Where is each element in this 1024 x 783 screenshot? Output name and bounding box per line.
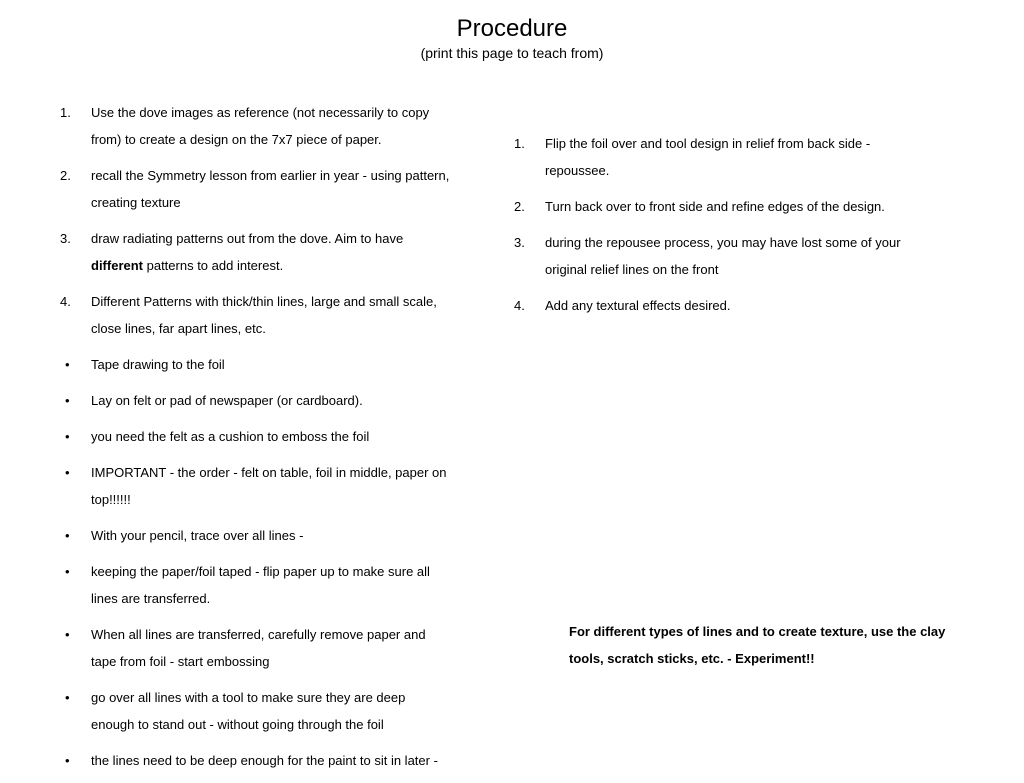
item-text: Turn back over to front side and refine edges of the design. — [545, 199, 885, 214]
left-bullet-item-7 — [60, 621, 450, 675]
bullet-icon: • — [65, 393, 70, 408]
left-column — [60, 99, 450, 783]
left-bullet-item-4 — [60, 459, 450, 513]
left-bullet-item-3 — [60, 423, 450, 450]
left-bullet-item-1 — [60, 351, 450, 378]
left-numbered-item-1 — [60, 99, 450, 153]
left-bullet-item-9 — [60, 747, 450, 774]
bullet-icon: • — [65, 753, 70, 768]
item-text: Tape drawing to the foil — [91, 357, 225, 372]
page-title: Procedure — [456, 15, 568, 42]
item-text: With your pencil, trace over all lines - — [91, 528, 304, 543]
item-text: IMPORTANT - the order - felt on table, foil in middle, paper on top!!!!!! — [91, 465, 447, 507]
item-text: Flip the foil over and tool design in relief from back side - repoussee. — [545, 136, 871, 178]
bullet-icon: • — [65, 528, 70, 543]
right-column — [514, 130, 904, 328]
item-number: 3. — [514, 235, 525, 250]
right-numbered-item-1 — [514, 130, 904, 184]
left-bullet-item-6 — [60, 558, 450, 612]
item-text: keeping the paper/foil taped - flip paper up to make sure all lines are transferred. — [91, 564, 430, 606]
left-numbered-item-2 — [60, 162, 450, 216]
item-text-end: patterns to add interest. — [143, 258, 284, 273]
item-text: Use the dove images as reference (not necessarily to copy from) to create a design on the 7x7 piece of paper. — [91, 105, 430, 147]
bullet-icon: • — [65, 564, 70, 579]
item-text: Different Patterns with thick/thin lines, large and small scale, close lines, far apart lines, etc. — [91, 294, 437, 336]
item-number: 4. — [514, 298, 525, 313]
right-numbered-item-2 — [514, 193, 904, 220]
item-number: 3. — [60, 231, 71, 246]
right-numbered-item-4 — [514, 292, 904, 319]
left-numbered-item-4 — [60, 288, 450, 342]
item-text: during the repousee process, you may have lost some of your original relief lines on the front — [545, 235, 901, 277]
item-text: recall the Symmetry lesson from earlier in year - using pattern, creating texture — [91, 168, 450, 210]
left-bullet-item-5 — [60, 522, 450, 549]
bullet-icon: • — [65, 465, 70, 480]
item-text: go over all lines with a tool to make sure they are deep enough to stand out - without going through the foil — [91, 690, 406, 732]
bullet-icon: • — [65, 429, 70, 444]
item-text: you need the felt as a cushion to emboss the foil — [91, 429, 370, 444]
item-text-emphasis: different — [91, 258, 143, 273]
experiment-note: For different types of lines and to create texture, use the clay tools, scratch sticks, etc. - Experiment!! — [569, 624, 946, 666]
page-subtitle: (print this page to teach from) — [420, 45, 604, 61]
item-text-start: draw radiating patterns out from the dove. Aim to have — [91, 231, 404, 246]
item-number: 2. — [514, 199, 525, 214]
bullet-icon: • — [65, 627, 70, 642]
item-number: 1. — [514, 136, 525, 151]
item-text — [91, 231, 403, 273]
left-numbered-item-3 — [60, 225, 450, 279]
bullet-icon: • — [65, 690, 70, 705]
item-number: 1. — [60, 105, 71, 120]
right-numbered-item-3 — [514, 229, 904, 283]
item-text: Add any textural effects desired. — [545, 298, 731, 313]
left-bullet-item-2 — [60, 387, 450, 414]
left-bullet-item-8 — [60, 684, 450, 738]
item-text: Lay on felt or pad of newspaper (or cardboard). — [91, 393, 363, 408]
bullet-icon: • — [65, 357, 70, 372]
item-number: 2. — [60, 168, 71, 183]
item-number: 4. — [60, 294, 71, 309]
item-text: the lines need to be deep enough for the paint to sit in later - — [91, 753, 438, 768]
item-text: When all lines are transferred, carefully remove paper and tape from foil - start embossing — [91, 627, 426, 669]
